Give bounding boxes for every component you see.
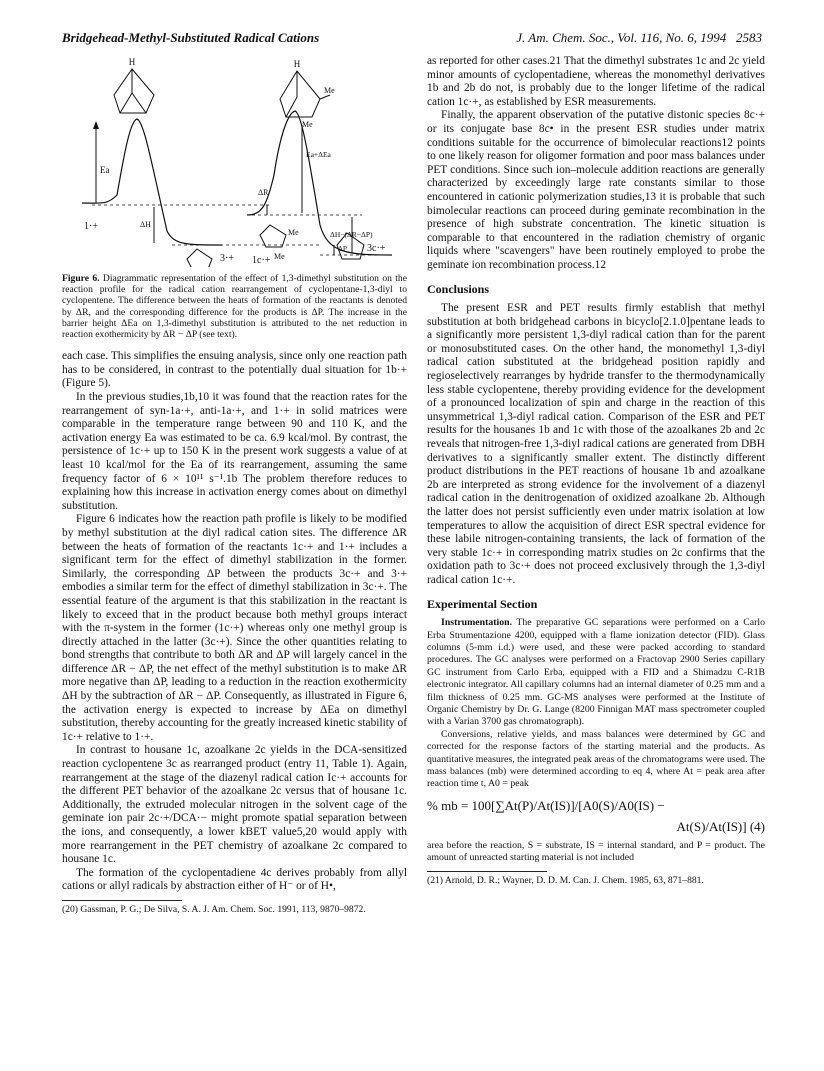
instrumentation-paragraph (427, 617, 765, 729)
left-paragraph: In contrast to housane 1c, azoalkane 2c yields in the DCA-sensitized reaction cyclopentene 3c as rearranged product (entry 11, Table 1). Again, rearrangement at the stage of the diazenyl radical cation Ic·+ accounts for the different PET behavior of the azoalkane 2c versus that of housane 1c. Additionally, the extruded molecular nitrogen in the solvent cage of the geminate ion pair 2c·+/DCA·− might promote spatial separation between the ions, and consequently, a lower kBET value5,20 would apply with more rearrangement in the PET chemistry of azoalkane 2c compared to housane 1c. (62, 744, 407, 866)
reactant-1-label: 1·+ (84, 221, 98, 232)
product-3-structure (187, 249, 212, 267)
product-3c-label: 3c·+ (367, 243, 386, 254)
me-label-bottom: Me (302, 120, 313, 129)
right-paragraph: Finally, the apparent observation of the putative distonic species 8c·+ or its conjugate base 8c• in the present ESR studies under matrix conditions suitable for the occurrence of bimolecular reactions12 points to one likely reason for oligomer formation and poor mass balances under PET conditions. Since such ion–molecule addition reactions are generally characterized by exceedingly large rate constants similar to those encountered in cationic polymerization studies,13 it is probable that such bimolecular reactions can proceed during geminate recombination in the presence of high substrate concentration. The kinetic situation is comparable to that encountered in the radiation chemistry of organic liquids where "scavengers" have been routinely employed to probe the geminate ion recombination process.12 (427, 109, 765, 271)
left-paragraph: The formation of the cyclopentadiene 4c derives probably from allyl cations or allyl radicals by abstraction either of H⁻ or of H•, (62, 866, 407, 893)
h-label-1c: H (293, 59, 301, 69)
equation-4 (427, 799, 765, 813)
experimental-heading: Experimental Section (427, 596, 538, 611)
caption-text: Diagrammatic representation of the effect of 1,3-dimethyl substitution on the reaction profile for the radical cation rearrangement of cyclopentane-1,3-diyl to cyclopentene. The difference between the heats of formation of the reactants is denoted by ΔR, and the corresponding difference for the products is ΔP. The increase in the barrier height ΔEa on 1,3-dimethyl substitution is attributed to the net reduction in reaction exothermicity by ΔR − ΔP (see text). (62, 273, 407, 341)
left-column (62, 55, 407, 915)
parent-profile-curve (82, 119, 222, 245)
reactant-1c-label: 1c·+ (252, 255, 271, 266)
me-label-1c-b: Me (274, 252, 285, 261)
footnote-21: (21) Arnold, D. R.; Wayner, D. D. M. Can. J. Chem. 1985, 63, 871–881. (427, 874, 704, 886)
me-label-top: Me (324, 86, 335, 95)
footnote-divider (62, 900, 182, 901)
dr-label: ΔR (258, 188, 269, 197)
page-number: 2583 (736, 30, 762, 45)
left-paragraph: In the previous studies,1b,10 it was found that the reaction rates for the rearrangement of syn-1a·+, anti-1a·+, and 1·+ in solid matrices were comparable in the temperature range between 90 and 110 K, and the activation energy Ea was estimated to be ca. 6.9 kcal/mol. By contrast, the persistence of 1c·+ up to 150 K in the present work suggests a value of at least 10 kcal/mol for the Ea of its rearrangement, assuming the same frequency factor of 6 × 10¹¹ s⁻¹.1b The problem therefore reduces to explaining how this increase in activation energy comes about on dimethyl substitution. (62, 391, 407, 512)
caption-label: Figure 6. (62, 273, 100, 284)
running-title: Bridgehead-Methyl-Substituted Radical Cations (62, 30, 320, 45)
left-paragraph: Figure 6 indicates how the reaction path profile is likely to be modified by methyl substitution at the diyl radical cation sites. The difference ΔR between the heats of formation of the reactants 1c·+ and 1·+ includes a significant term for the effect of dimethyl stabilization in the former. Similarly, the corresponding ΔP between the products 3c·+ and 3·+ embodies a similar term for the effect of dimethyl stabilization in 3c·+. The essential feature of the argument is that this stabilization in the reactant is likely to exceed that in the product because both methyl groups interact with the π-system in the former (1c·+) whereas only one methyl group is directly attached in the latter (3c·+). Since the other quantities relating to bond strengths that contribute to both ΔR and ΔP will largely cancel in the difference ΔR − ΔP, the net effect of the methyl substitution is to make ΔR more negative than ΔP, leading to a reduction in the reaction exothermicity ΔH by the subtraction of ΔR − ΔP. Consequently, as illustrated in Figure 6, the activation energy is expected to increase by ΔEa on dimethyl substitution, thereby accounting for the greatly increased kinetic stability of 1c·+ relative to 1·+. (62, 513, 407, 743)
equation-4-line-2 (427, 820, 765, 834)
dp-label: ΔP (338, 244, 347, 253)
reaction-profile-diagram (62, 55, 407, 267)
right-column (427, 55, 765, 886)
equation-line-2: At(S)/At(IS)] (676, 819, 747, 835)
instrumentation-head: Instrumentation. (441, 617, 513, 629)
reactant-1c-diyl-structure (260, 225, 286, 247)
dh-label: ΔH (140, 220, 151, 229)
product-3-label: 3·+ (220, 253, 234, 264)
after-equation-paragraph: area before the reaction, S = substrate, IS = internal standard, and P = product. The amount of unreacted starting material is not included (427, 840, 765, 864)
h-label-1: H (128, 57, 136, 67)
right-paragraph: as reported for other cases.21 That the dimethyl substrates 1c and 2c yield minor amounts of cyclopentadiene, whereas the monomethyl derivatives 1b and 2b do not, is probably due to the longer lifetime of the radical cation 1c·+, as established by ESR measurements. (427, 55, 765, 108)
reactant-1c-structure (280, 71, 330, 117)
me-label-1c-a: Me (288, 228, 299, 237)
figure-caption (62, 273, 407, 340)
conclusions-heading: Conclusions (427, 281, 490, 296)
ea-arrowhead (93, 121, 99, 129)
equation-line-1: % mb = 100[∑At(P)/At(IS)]/[A0(S)/A0(IS) − (427, 797, 665, 813)
equation-number: (4) (749, 819, 765, 835)
conclusions-paragraph: The present ESR and PET results firmly establish that methyl substitution at both bridgehead carbons in bicyclo[2.1.0]pentane leads to a significantly more persistent 1,3-diyl radical cation than for the parent or monosubstituted cases. On the other hand, the monomethyl 1,3-diyl radical cation substituted at the bridgehead position rapidly and regioselectively rearranges by hydride transfer to the thermodynamically less stable cyclopentene, thereby providing evidence for the development of a pronounced localization of spin and charge in the reaction of this unsymmetrical 1,3-diyl radical cation. Comparison of the ESR and PET results for the housanes 1b and 1c with those of the azoalkanes 2b and 2c reveals that nitrogen-free 1,3-diyl radical cations are generated from DBH derivatives to a significantly smaller extent. The distinctly different product distributions in the PET reactions of housane 1b and azoalkane 2b are interpreted as strong evidence for the involvement of a diazenyl radical cation in the denitrogenation of oxidized azoalkane 2b. Although the latter does not persist sufficiently even under matrix isolation at low temperatures to allow the acquisition of direct ESR spectral evidence for these labile nitrogen-containing transients, the lack of formation of the very stable 1c·+ in corresponding matrix studies on 2c confirms that the oxidation path to 3c·+ does not proceed exclusively through the 1,3-diyl radical cation 1c·+. (427, 302, 765, 586)
footnote-20: (20) Gassman, P. G.; De Silva, S. A. J. Am. Chem. Soc. 1991, 113, 9870–9872. (62, 903, 366, 915)
dh-mod-label: ΔH−(ΔR−ΔP) (330, 230, 373, 239)
reactant-1-structure (114, 69, 154, 113)
ea-label: Ea (100, 165, 110, 175)
journal-header (516, 30, 762, 46)
conversions-paragraph: Conversions, relative yields, and mass balances were determined by GC and corrected for the response factors of the starting material and the products. As quantitative measures, the integrated peak areas of the chromatograms were used. The mass balances (mb) were determined according to eq 4, where At = peak area after reaction time t, A0 = peak (427, 728, 765, 790)
instrumentation-text: The preparative GC separations were performed on a Carlo Erba Strumentazione 4200, equipped with a flame ionization detector (FID). Glass columns (5-mm i.d.) were used, and these were packed according to standard procedures. The GC analyses were performed on a Fractovap 2900 Series capillary GC instrument from Carlo Erba, equipped with a FID and a Shimadzu C-R1B electronic integrator. All capillary columns had an internal diameter of 0.25 mm and a film thickness of 0.25 mm. GC-MS analyses were performed at the Institute of Organic Chemistry by Dr. G. Lange (8200 Finnigan MAT mass spectrometer coupled with a Varian 3700 gas chromatograph). (427, 617, 765, 728)
ea-plus-label: Ea+ΔEa (306, 150, 331, 159)
footnote-divider-right (427, 871, 547, 872)
left-paragraph: each case. This simplifies the ensuing analysis, since only one reaction path has to be considered, in contrast to the potentially dual situation for 1b·+ (Figure 5). (62, 350, 407, 390)
journal-citation: J. Am. Chem. Soc., Vol. 116, No. 6, 1994 (516, 30, 727, 45)
figure-6 (62, 55, 407, 267)
